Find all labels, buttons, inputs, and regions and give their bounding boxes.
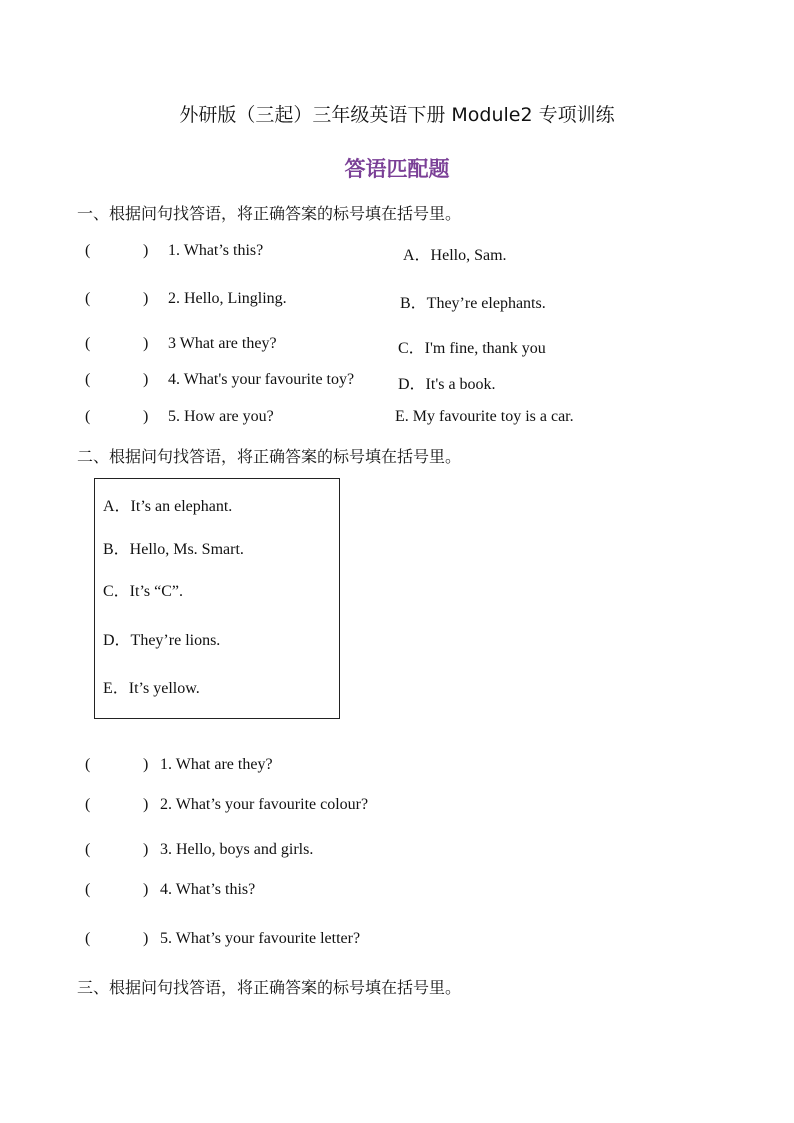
answer-blank-close: ): [143, 408, 149, 425]
answer-blank-open: (: [85, 335, 91, 352]
document-title: 外研版（三起）三年级英语下册 Module2 专项训练: [179, 104, 615, 126]
answer-blank-open: (: [85, 371, 91, 388]
section3-heading: 三、根据问句找答语，将正确答案的标号填在括号里。: [77, 978, 462, 997]
option-d: D．They’re lions.: [103, 632, 221, 649]
question-text: 5. What’s your favourite letter?: [160, 930, 361, 947]
question-text: 2. Hello, Lingling.: [168, 290, 287, 307]
answer-text: D．It's a book.: [398, 376, 496, 393]
answer-blank-close: ): [143, 371, 149, 388]
answer-blank-close: ): [143, 841, 149, 858]
answer-blank-open: (: [85, 290, 91, 307]
answer-blank-close: ): [143, 242, 149, 259]
question-text: 2. What’s your favourite colour?: [160, 796, 369, 813]
answer-blank-close: ): [143, 796, 149, 813]
section2-heading: 二、根据问句找答语，将正确答案的标号填在括号里。: [77, 447, 462, 466]
answer-blank-open: (: [85, 242, 91, 259]
answer-text: C．I'm fine, thank you: [398, 340, 546, 357]
question-text: 4. What’s this?: [160, 881, 256, 898]
answer-blank-open: (: [85, 930, 91, 947]
question-text: 4. What's your favourite toy?: [168, 371, 355, 388]
answer-blank-open: (: [85, 756, 91, 773]
section1-heading: 一、根据问句找答语，将正确答案的标号填在括号里。: [77, 204, 462, 223]
question-text: 1. What are they?: [160, 756, 273, 773]
answer-blank-close: ): [143, 335, 149, 352]
question-text: 3. Hello, boys and girls.: [160, 841, 314, 858]
answer-blank-open: (: [85, 881, 91, 898]
answer-blank-close: ): [143, 290, 149, 307]
answer-text: A．Hello, Sam.: [403, 247, 507, 264]
answer-blank-close: ): [143, 930, 149, 947]
answer-blank-open: (: [85, 408, 91, 425]
question-text: 5. How are you?: [168, 408, 274, 425]
section-subtitle: 答语匹配题: [344, 156, 450, 181]
question-text: 3 What are they?: [168, 335, 277, 352]
answer-text: E. My favourite toy is a car.: [395, 408, 574, 425]
answer-blank-close: ): [143, 881, 149, 898]
answer-blank-open: (: [85, 841, 91, 858]
answer-blank-close: ): [143, 756, 149, 773]
answer-text: B．They’re elephants.: [400, 295, 546, 312]
option-a: A．It’s an elephant.: [103, 498, 233, 515]
option-b: B．Hello, Ms. Smart.: [103, 541, 244, 558]
question-text: 1. What’s this?: [168, 242, 264, 259]
option-e: E．It’s yellow.: [103, 680, 200, 697]
options-box: [94, 478, 340, 719]
answer-blank-open: (: [85, 796, 91, 813]
option-c: C．It’s “C”.: [103, 583, 183, 600]
